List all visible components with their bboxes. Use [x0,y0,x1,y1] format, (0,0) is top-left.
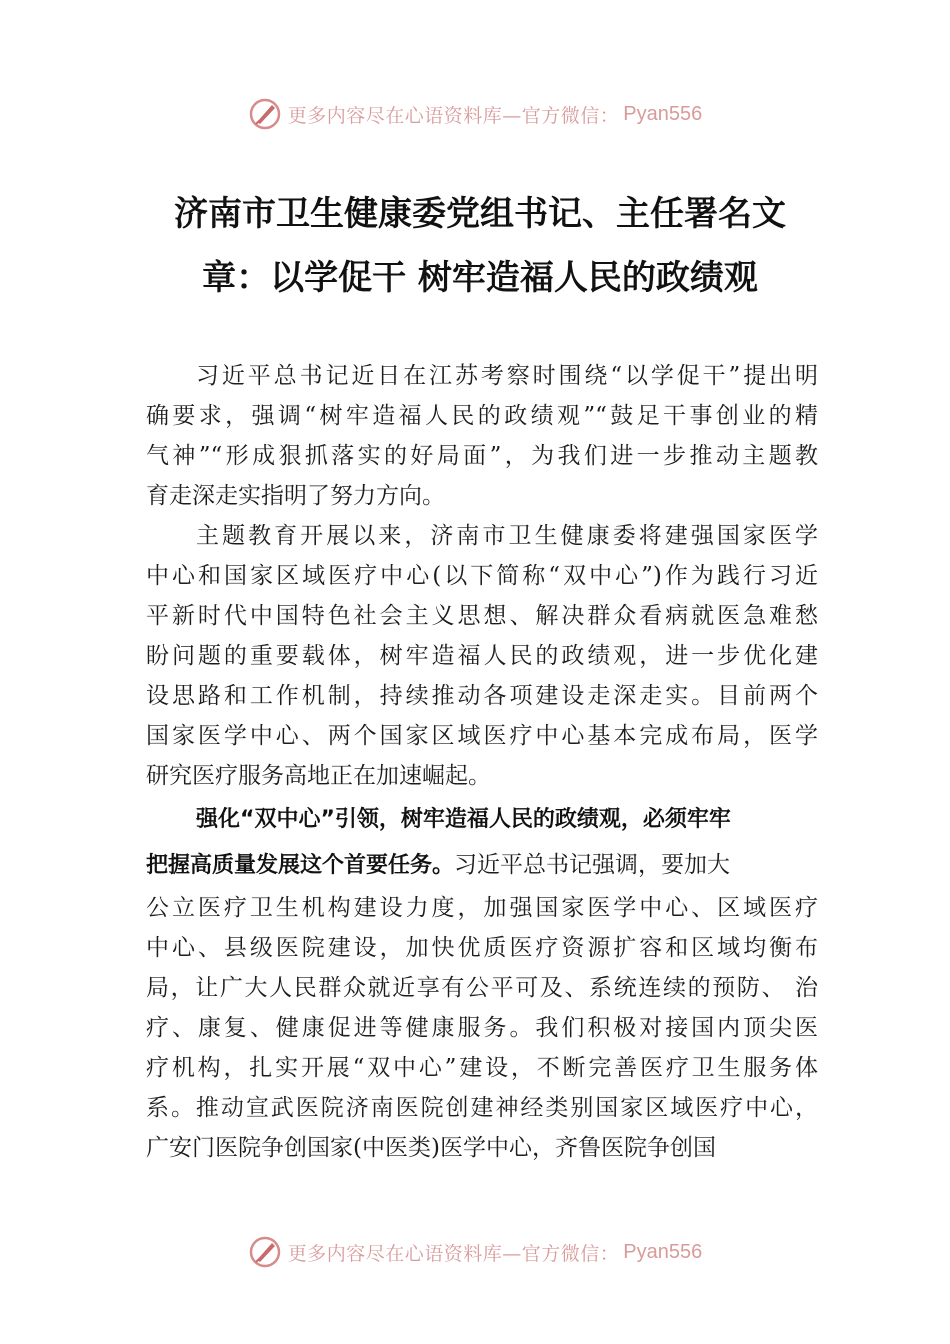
paragraph-2-line: 盼问题的重要载体，树牢造福人民的政绩观，进一步优化建 [146,643,818,669]
title-line-2: 章：以学促干 树牢造福人民的政绩观 [202,258,758,298]
paragraph-3-line: 疗、康复、健康促进等健康服务。我们积极对接国内顶尖医 [146,1015,818,1041]
paragraph-1-line: 习近平总书记近日在江苏考察时围绕“以学促干”提出明 [196,363,818,389]
paragraph-3-line: 中心、县级医院建设，加快优质医疗资源扩容和区域均衡布 [146,935,818,961]
watermark-text: 更多内容尽在心语资料库—官方微信： [287,104,620,127]
watermark-wechat-id: Pyan556 [623,1240,703,1263]
paragraph-1-line: 气神”“形成狠抓落实的好局面”，为我们进一步推动主题教 [146,443,818,469]
paragraph-3-line: 公立医疗卫生机构建设力度，加强国家医学中心、区域医疗 [146,895,818,921]
quill-logo-icon [248,97,282,131]
watermark-text: 更多内容尽在心语资料库—官方微信： [287,1242,620,1265]
paragraph-2-line: 主题教育开展以来，济南市卫生健康委将建强国家医学 [196,523,818,549]
paragraph-3-line: 广安门医院争创国家(中医类)医学中心，齐鲁医院争创国 [146,1135,716,1161]
article-title [150,182,810,310]
footer-watermark [0,1232,950,1272]
paragraph-3-lead-line [146,796,818,842]
paragraph-1-line: 确要求，强调“树牢造福人民的政绩观”“鼓足干事创业的精 [146,403,818,429]
paragraph-3-bold-lead-end: 把握高质量发展这个首要任务。 [146,853,455,878]
title-line-1: 济南市卫生健康委党组书记、主任署名文 [174,194,786,234]
paragraph-2-line: 国家医学中心、两个国家区域医疗中心基本完成布局，医学 [146,723,818,749]
paragraph-2-line: 平新时代中国特色社会主义思想、解决群众看病就医急难愁 [146,603,818,629]
paragraph-2-line: 设思路和工作机制，持续推动各项建设走深走实。目前两个 [146,683,818,709]
paragraph-3-line: 局，让广大人民群众就近享有公平可及、系统连续的预防、 治 [146,975,818,1001]
quill-logo-icon [248,1235,282,1269]
paragraph-2-line: 研究医疗服务高地正在加速崛起。 [146,763,491,789]
paragraph-3-text: 习近平总书记强调，要加大 [454,852,731,878]
article-body [146,356,818,1168]
paragraph-3-line: 疗机构，扎实开展“双中心”建设，不断完善医疗卫生服务体 [146,1055,818,1081]
paragraph-3-bold-lead: 强化“双中心”引领，树牢造福人民的政绩观，必须牢牢 [196,807,731,832]
paragraph-2-line: 中心和国家区域医疗中心(以下简称“双中心”)作为践行习近 [146,563,818,589]
paragraph-3-lead-line [146,842,818,888]
header-watermark [0,94,950,134]
paragraph-1-line: 育走深走实指明了努力方向。 [146,483,445,509]
watermark-wechat-id: Pyan556 [623,102,703,125]
paragraph-3-line: 系。推动宣武医院济南医院创建神经类别国家区域医疗中心， [146,1095,818,1121]
